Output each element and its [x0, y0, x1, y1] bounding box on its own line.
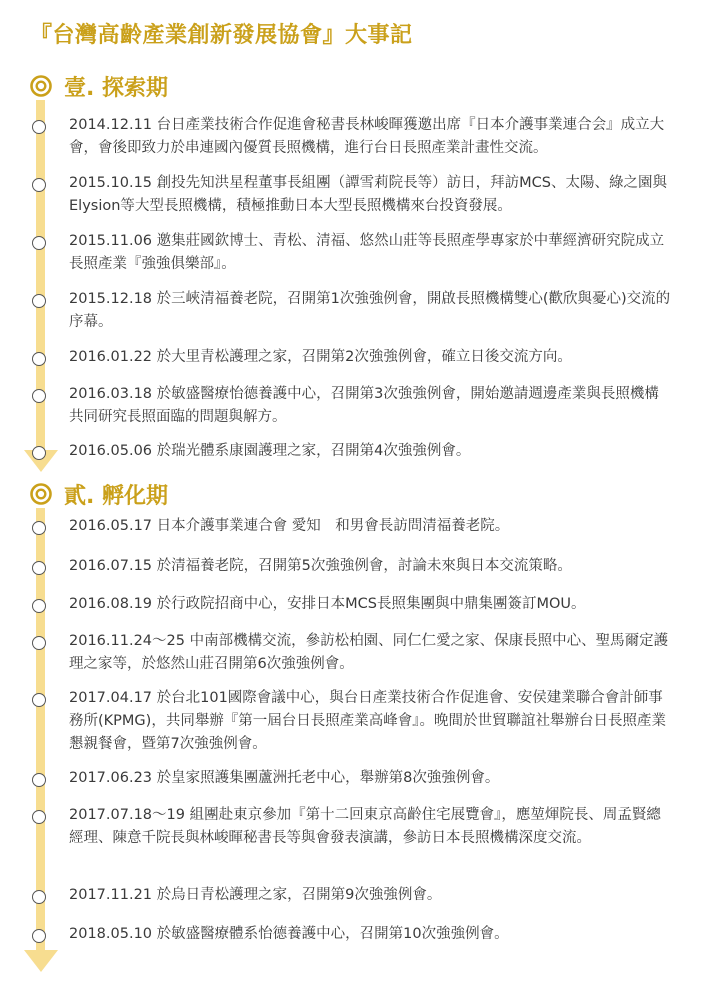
event-text: 2016.03.18 於敏盛醫療怡德養護中心，召開第3次強強例會，開始邀請週邊產業與長照機構共同研究長照面臨的問題與解方。	[69, 386, 659, 425]
circle-icon	[32, 178, 46, 192]
section-heading	[30, 479, 168, 509]
circle-icon	[32, 120, 46, 134]
circle-icon	[32, 446, 46, 460]
double-ring-icon	[30, 75, 52, 97]
circle-icon	[32, 890, 46, 904]
event-text: 2017.11.21 於烏日青松護理之家，召開第9次強強例會。	[69, 887, 442, 903]
double-ring-icon	[30, 483, 52, 505]
circle-icon	[32, 810, 46, 824]
circle-icon	[32, 693, 46, 707]
event-text: 2014.12.11 台日產業技術合作促進會秘書長林峻暉獲邀出席『日本介護事業連合会』成立大會，會後即致力於串連國內優質長照機構，進行台日長照產業計畫性交流。	[69, 117, 665, 156]
event-text: 2017.07.18～19 組團赴東京參加『第十二回東京高齡住宅展覽會』，應堃煇院長、周孟賢總經理、陳意千院長與林峻暉秘書長等與會發表演講，參訪日本長照機構深度交流。	[69, 807, 661, 846]
event-text: 2016.11.24～25 中南部機構交流，參訪松柏園、同仁仁愛之家、保康長照中心、聖馬爾定護理之家等，於悠然山莊召開第6次強強例會。	[69, 633, 669, 672]
event-text: 2015.11.06 邀集莊國欽博士、青松、清福、悠然山莊等長照產學專家於中華經濟研究院成立長照產業『強強俱樂部』。	[69, 233, 665, 272]
event-text: 2017.06.23 於皇家照護集團蘆洲托老中心，舉辦第8次強強例會。	[69, 770, 500, 786]
circle-icon	[32, 389, 46, 403]
circle-icon	[32, 352, 46, 366]
circle-icon	[32, 294, 46, 308]
circle-icon	[32, 929, 46, 943]
section-heading	[30, 71, 168, 101]
event-text: 2018.05.10 於敏盛醫療體系怡德養護中心，召開第10次強強例會。	[69, 926, 509, 942]
arrow-down-icon	[24, 950, 58, 972]
event-text: 2015.12.18 於三峽清福養老院，召開第1次強強例會，開啟長照機構雙心(歡欣與憂心)交流的序幕。	[69, 291, 671, 330]
circle-icon	[32, 599, 46, 613]
event-text: 2016.07.15 於清福養老院，召開第5次強強例會，討論未來與日本交流策略。	[69, 558, 572, 574]
event-text: 2016.05.06 於瑞光體系康園護理之家，召開第4次強強例會。	[69, 443, 471, 459]
event-text: 2017.04.17 於台北101國際會議中心，與台日產業技術合作促進會、安侯建業聯合會計師事務所(KPMG)，共同舉辦『第一屆台日長照產業高峰會』。晚間於世貿聯誼社舉辦台日長照產業懇親餐會，暨第7次強強例會。	[69, 690, 667, 752]
section-heading-label: 壹. 探索期	[64, 75, 169, 101]
event-text: 2016.05.17 日本介護事業連合會 愛知 和男會長訪問清福養老院。	[69, 518, 510, 534]
circle-icon	[32, 636, 46, 650]
section-heading-label: 貳. 孵化期	[64, 483, 169, 509]
circle-icon	[32, 773, 46, 787]
page-title: 『台灣高齡產業創新發展協會』大事記	[30, 23, 413, 48]
event-text: 2016.01.22 於大里青松護理之家，召開第2次強強例會，確立日後交流方向。	[69, 349, 572, 365]
circle-icon	[32, 561, 46, 575]
circle-icon	[32, 236, 46, 250]
event-text: 2015.10.15 創投先知洪星程董事長組團（譚雪莉院長等）訪日，拜訪MCS、太陽、綠之園與Elysion等大型長照機構，積極推動日本大型長照機構來台投資發展。	[69, 175, 667, 214]
circle-icon	[32, 521, 46, 535]
event-text: 2016.08.19 於行政院招商中心，安排日本MCS長照集團與中鼎集團簽訂MOU。	[69, 596, 586, 612]
